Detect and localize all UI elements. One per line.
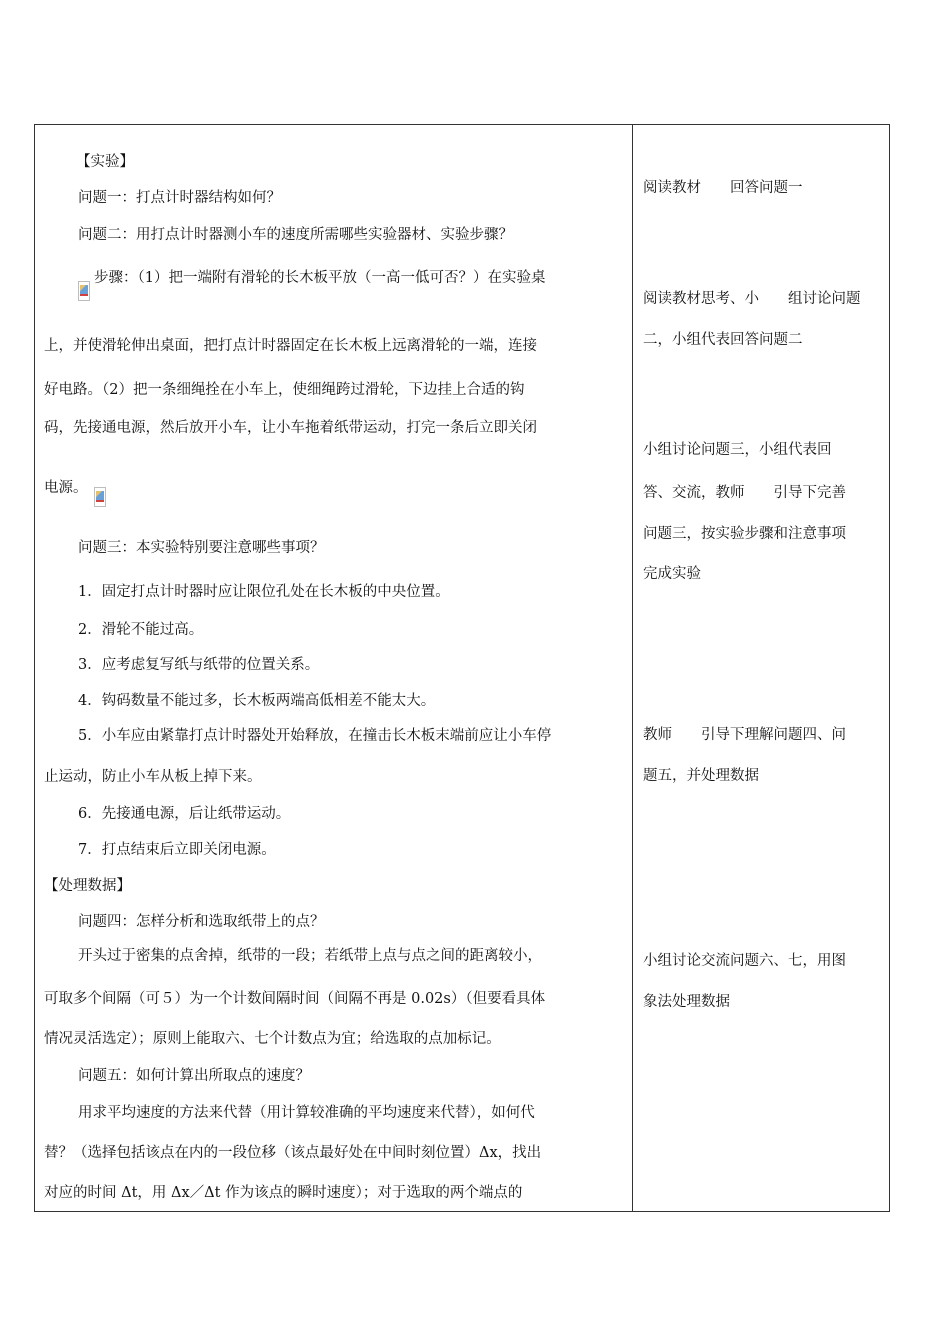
paragraph-line: 可取多个间隔（可５）为一个计数间隔时间（间隔不再是 0.02s）（但要看具体 [44,991,546,1007]
column-divider [632,124,633,1212]
question-three: 问题三：本实验特别要注意哪些事项？ [78,540,325,556]
side-note: 小组讨论问题三，小组代表回 [643,442,832,458]
note-item-continued: 止运动，防止小车从板上掉下来。 [44,769,262,785]
question-two: 问题二：用打点计时器测小车的速度所需哪些实验器材、实验步骤？ [78,227,513,243]
side-note: 阅读教材 回答问题一 [643,180,803,196]
side-note: 问题三，按实验步骤和注意事项 [643,526,846,542]
steps-line: 上，并使滑轮伸出桌面，把打点计时器固定在长木板上远离滑轮的一端，连接 [44,338,537,354]
question-five: 问题五：如何计算出所取点的速度？ [78,1068,310,1084]
side-note: 小组讨论交流问题六、七，用图 [643,953,846,969]
note-item: 6．先接通电源，后让纸带运动。 [78,806,291,822]
question-four: 问题四：怎样分析和选取纸带上的点？ [78,914,325,930]
note-item: 2．滑轮不能过高。 [78,622,204,638]
broken-image-icon [78,281,90,301]
side-note: 题五，并处理数据 [643,768,759,784]
steps-line: 好电路。（2）把一条细绳拴在小车上，使细绳跨过滑轮，下边挂上合适的钩 [44,382,525,398]
paragraph-line: 开头过于密集的点舍掉，纸带的一段；若纸带上点与点之间的距离较小， [78,948,542,964]
steps-line: 电源。 [44,480,88,496]
paragraph-line: 对应的时间 Δt，用 Δx／Δt 作为该点的瞬时速度）；对于选取的两个端点的 [44,1185,523,1201]
heading-experiment: 【实验】 [76,154,134,170]
side-note: 完成实验 [643,566,701,582]
note-item: 1．固定打点计时器时应让限位孔处在长木板的中央位置。 [78,584,450,600]
broken-image-icon [94,487,106,507]
side-note: 二，小组代表回答问题二 [643,332,803,348]
note-item: 4．钩码数量不能过多，长木板两端高低相差不能太大。 [78,693,436,709]
note-item: 7．打点结束后立即关闭电源。 [78,842,276,858]
note-item: 3．应考虑复写纸与纸带的位置关系。 [78,657,320,673]
side-note: 象法处理数据 [643,994,730,1010]
heading-data-processing: 【处理数据】 [44,878,131,894]
paragraph-line: 替？（选择包括该点在内的一段位移（该点最好处在中间时刻位置）Δx，找出 [44,1145,542,1161]
steps-line: 码，先接通电源，然后放开小车，让小车拖着纸带运动，打完一条后立即关闭 [44,420,537,436]
paragraph-line: 用求平均速度的方法来代替（用计算较准确的平均速度来代替），如何代 [78,1105,535,1121]
side-note: 答、交流，教师 引导下完善 [643,485,846,501]
side-note: 阅读教材思考、小 组讨论问题 [643,291,861,307]
steps-line: 步骤：（1）把一端附有滑轮的长木板平放（一高一低可否？）在实验桌 [94,270,546,286]
question-one: 问题一：打点计时器结构如何？ [78,190,281,206]
paragraph-line: 情况灵活选定）；原则上能取六、七个计数点为宜；给选取的点加标记。 [44,1031,501,1047]
side-note: 教师 引导下理解问题四、问 [643,727,846,743]
note-item: 5．小车应由紧靠打点计时器处开始释放，在撞击长木板末端前应让小车停 [78,728,552,744]
